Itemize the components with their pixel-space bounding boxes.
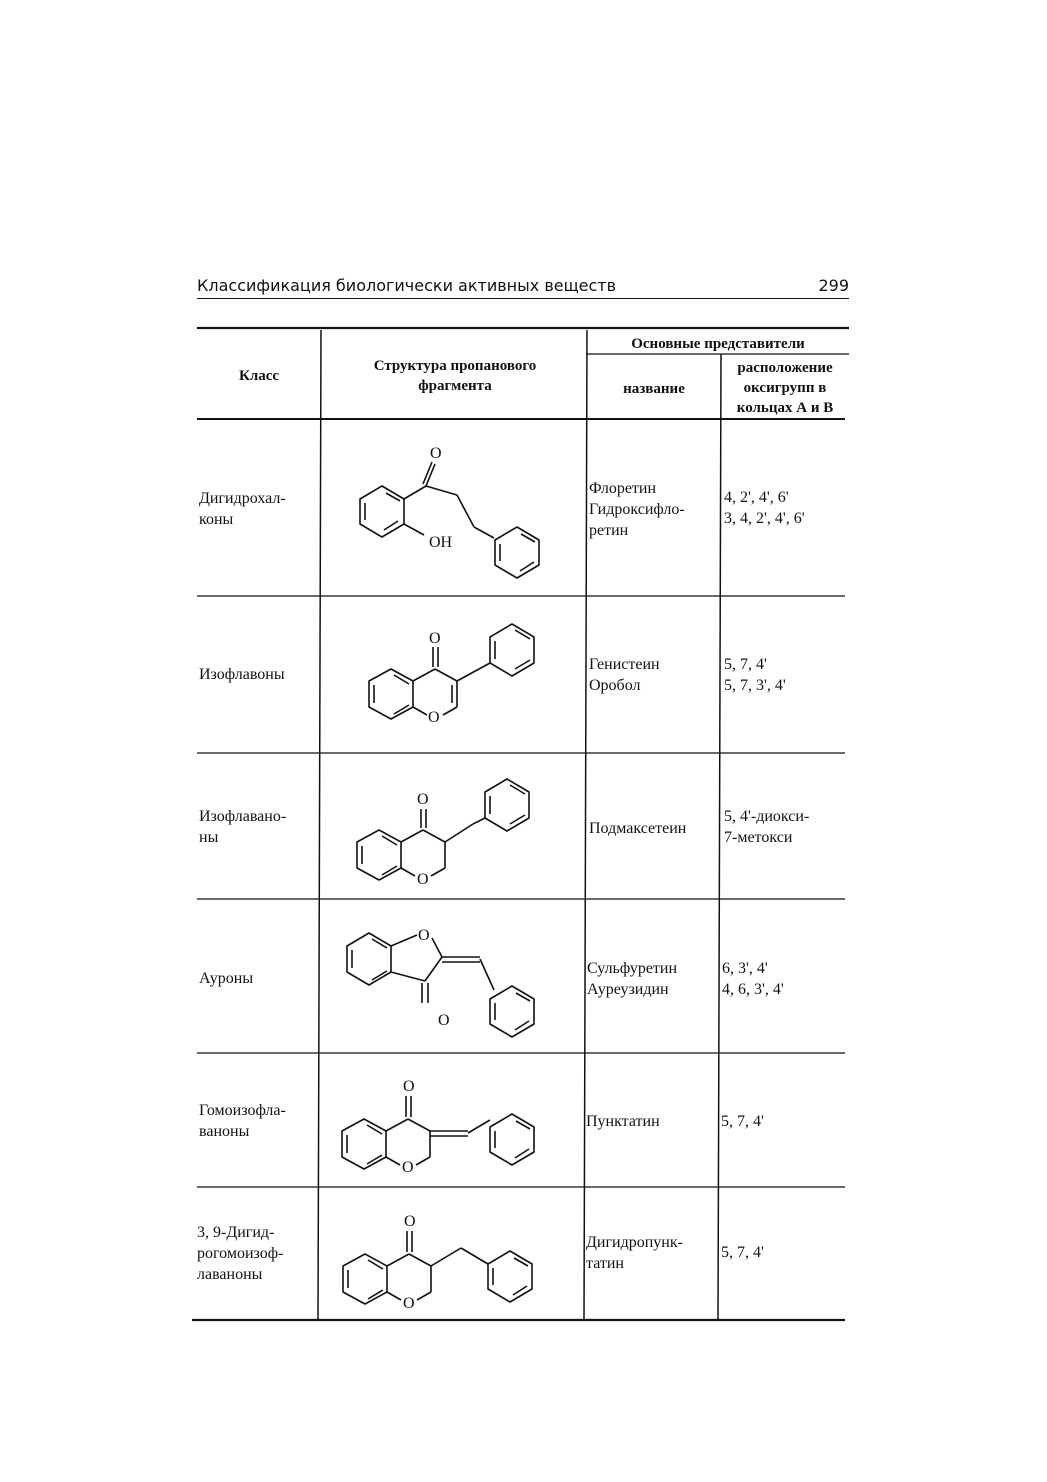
row-3-ring-o: O: [417, 871, 429, 888]
row-2-class: Изофлавоны: [199, 666, 285, 683]
row-5-carbonyl-o: O: [403, 1078, 415, 1095]
homoisoflavanone-structure: [320, 1054, 582, 1187]
row-1-names: Флоретин Гидроксифло- ретин: [589, 480, 685, 539]
row-4-ring-o: O: [418, 927, 430, 944]
col-header-positions: расположение оксигрупп в кольцах А и В: [736, 360, 834, 416]
row-3-carbonyl-o: O: [417, 791, 429, 808]
row-6-names: Дигидропунк- татин: [586, 1234, 683, 1272]
row-3-class: Изофлавано- ны: [199, 808, 287, 846]
dihydrochalcone-structure: [322, 420, 584, 596]
row-5-positions: 5, 7, 4': [721, 1113, 764, 1130]
running-title: Классификация биологически активных веществ: [197, 276, 617, 295]
row-2-carbonyl-o: O: [429, 630, 441, 647]
col-header-structure: Структура пропанового фрагмента: [373, 358, 537, 394]
row-2-ring-o: O: [428, 709, 440, 726]
row-1-carbonyl-o: O: [430, 445, 442, 462]
row-4-names: Сульфуретин Ауреузидин: [587, 960, 678, 998]
row-1-class: Дигидрохал- коны: [199, 490, 286, 528]
row-6-class: 3, 9-Дигид- рогомоизоф- лаваноны: [197, 1224, 284, 1283]
col-header-name: название: [623, 381, 685, 397]
row-5-names: Пунктатин: [586, 1113, 660, 1130]
dihydrohomoisoflavanone-structure: [320, 1188, 582, 1319]
isoflavone-structure: [322, 597, 584, 753]
row-3-names: Подмаксетеин: [589, 820, 687, 837]
row-2-positions: 5, 7, 4' 5, 7, 3', 4': [724, 656, 786, 694]
row-4-carbonyl-o: O: [438, 1012, 450, 1029]
row-3-positions: 5, 4'-диокси- 7-метокси: [724, 808, 810, 846]
col-header-class: Класс: [238, 368, 280, 384]
row-5-ring-o: O: [402, 1159, 414, 1176]
isoflavanone-structure: [322, 754, 584, 899]
col-header-representatives: Основные представители: [631, 336, 805, 352]
page-number: 299: [818, 276, 849, 295]
row-1-hydroxyl-label: OH: [429, 534, 453, 551]
row-6-carbonyl-o: O: [404, 1213, 416, 1230]
row-1-positions: 4, 2', 4', 6' 3, 4, 2', 4', 6': [724, 489, 805, 527]
row-6-ring-o: O: [403, 1295, 415, 1312]
row-2-names: Генистеин Оробол: [589, 656, 660, 694]
row-5-class: Гомоизофла- ваноны: [199, 1102, 286, 1140]
row-4-positions: 6, 3', 4' 4, 6, 3', 4': [722, 960, 784, 998]
row-6-positions: 5, 7, 4': [721, 1244, 764, 1261]
row-4-class: Ауроны: [199, 970, 254, 987]
aurone-structure: [322, 900, 584, 1053]
